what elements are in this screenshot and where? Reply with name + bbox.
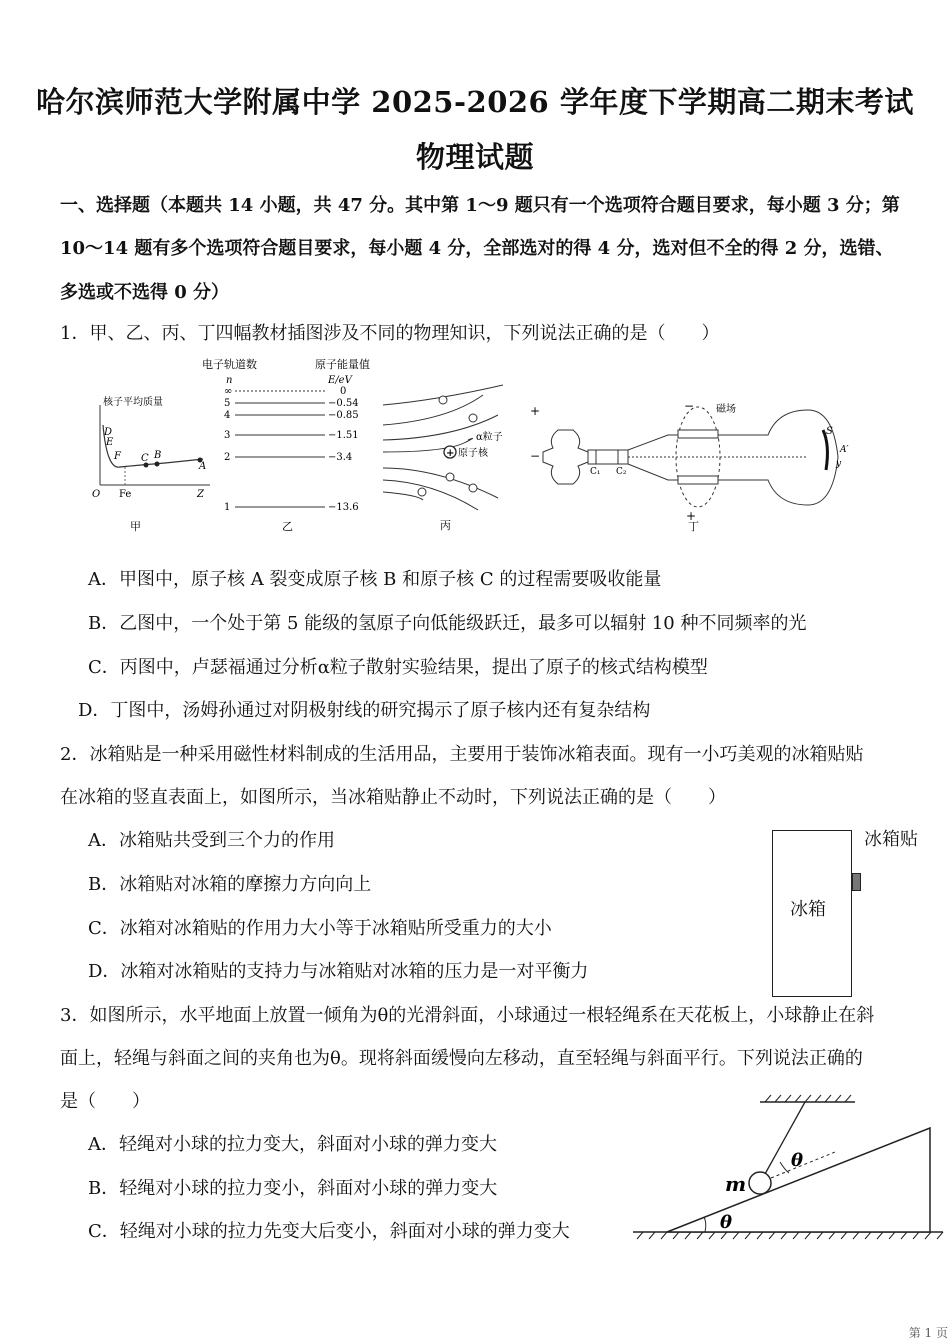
yi-n-2: 2 xyxy=(224,452,231,463)
yi-caption: 乙 xyxy=(282,520,293,533)
q3-stem-line1: 3．如图所示，水平地面上放置一倾角为θ的光滑斜面，小球通过一根轻绳系在天花板上，小球静止在斜 xyxy=(60,1005,875,1026)
yi-e-1: −13.6 xyxy=(328,502,359,513)
section-instructions-line2: 10～14 题有多个选项符合题目要求，每小题 4 分，全部选对的得 4 分，选对但不全的得 2 分，选错、 xyxy=(60,238,894,259)
q1-figure-bing xyxy=(378,380,528,535)
section-instructions-line1: 一、选择题（本题共 14 小题，共 47 分。其中第 1～9 题只有一个选项符合题目要求，每小题 3 分；第 xyxy=(60,195,900,216)
ding-s: S xyxy=(826,426,833,437)
jia-point-F: F xyxy=(114,451,121,462)
section-instructions-line3: 多选或不选得 0 分） xyxy=(60,282,230,303)
yi-n-3: 3 xyxy=(224,430,231,441)
yi-e-4: −0.85 xyxy=(328,410,359,421)
q3-angle-incline: θ xyxy=(720,1212,733,1233)
svg-text:−: − xyxy=(530,449,541,463)
yi-e-5: −0.54 xyxy=(328,398,359,409)
yi-n-4: 4 xyxy=(224,410,231,421)
q1-option-b: B．乙图中，一个处于第 5 能级的氢原子向低能级跃迁，最多可以辐射 10 种不同频率的光 xyxy=(88,613,807,634)
svg-text:+: + xyxy=(686,509,697,523)
bing-caption: 丙 xyxy=(440,519,451,532)
q2-option-a: A．冰箱贴共受到三个力的作用 xyxy=(88,830,335,851)
yi-n-5: 5 xyxy=(224,398,231,409)
q2-option-c: C．冰箱对冰箱贴的作用力大小等于冰箱贴所受重力的大小 xyxy=(88,918,552,939)
ding-caption: 丁 xyxy=(688,520,699,533)
fridge-magnet xyxy=(852,873,861,891)
magnet-label: 冰箱贴 xyxy=(864,829,918,850)
yi-n-inf: ∞ xyxy=(224,386,233,397)
jia-point-B: B xyxy=(154,450,162,461)
svg-text:−: − xyxy=(684,399,695,413)
exam-subtitle: 物理试题 xyxy=(415,140,534,174)
q2-figure xyxy=(772,825,942,1000)
q2-option-d: D．冰箱对冰箱贴的支持力与冰箱贴对冰箱的压力是一对平衡力 xyxy=(88,961,589,982)
q3-stem-line2: 面上，轻绳与斜面之间的夹角也为θ。现将斜面缓慢向左移动，直至轻绳与斜面平行。下列说法正确的 xyxy=(60,1048,863,1069)
ding-c2: C₂ xyxy=(616,467,627,477)
jia-point-C: C xyxy=(141,453,149,464)
q2-option-b: B．冰箱贴对冰箱的摩擦力方向向上 xyxy=(88,874,372,895)
q1-figure-jia xyxy=(85,395,215,535)
q3-option-a: A．轻绳对小球的拉力变大，斜面对小球的弹力变大 xyxy=(88,1134,497,1155)
yi-col1: 电子轨道数 xyxy=(202,358,257,371)
q3-figure xyxy=(625,1090,945,1250)
jia-point-D: D xyxy=(104,427,113,438)
yi-n-1: 1 xyxy=(224,502,231,513)
jia-point-E: E xyxy=(106,437,114,448)
svg-text:+: + xyxy=(530,404,541,418)
ding-y: y xyxy=(836,459,842,469)
jia-z: Z xyxy=(197,489,204,500)
q2-stem-line2: 在冰箱的竖直表面上，如图所示，当冰箱贴静止不动时，下列说法正确的是（ ） xyxy=(60,787,726,808)
q2-stem-line1: 2．冰箱贴是一种采用磁性材料制成的生活用品，主要用于装饰冰箱表面。现有一小巧美观的冰箱贴贴 xyxy=(60,744,864,765)
svg-text:+: + xyxy=(446,448,455,459)
exam-title: 哈尔滨师范大学附属中学 2025-2026 学年度下学期高二期末考试 xyxy=(36,85,914,119)
jia-ylabel: 核子平均质量 xyxy=(103,397,163,408)
ding-field-label: 磁场 xyxy=(716,404,736,415)
yi-e-inf: 0 xyxy=(340,386,347,397)
q1-option-c: C．丙图中，卢瑟福通过分析α粒子散射实验结果，提出了原子的核式结构模型 xyxy=(88,657,708,678)
page-number: 第 1 页 xyxy=(908,1326,948,1340)
jia-origin: O xyxy=(92,489,101,500)
yi-col2: 原子能量值 xyxy=(315,358,370,371)
q1-option-d: D．丁图中，汤姆孙通过对阴极射线的研究揭示了原子核内还有复杂结构 xyxy=(78,700,651,721)
bing-nucleus-label: 原子核 xyxy=(458,448,488,459)
q1-option-a: A．甲图中，原子核 A 裂变成原子核 B 和原子核 C 的过程需要吸收能量 xyxy=(88,569,662,590)
q1-figure-yi xyxy=(200,355,380,535)
q3-mass-label: m xyxy=(725,1172,747,1196)
bing-alpha-label: α粒子 xyxy=(476,432,503,443)
q3-option-c: C．轻绳对小球的拉力先变大后变小，斜面对小球的弹力变大 xyxy=(88,1221,570,1242)
jia-fe: Fe xyxy=(119,489,132,500)
q3-angle-rope: θ xyxy=(791,1150,804,1171)
ding-c1: C₁ xyxy=(590,467,601,477)
jia-caption: 甲 xyxy=(130,520,141,533)
yi-e-3: −1.51 xyxy=(328,430,359,441)
q3-stem-line3: 是（ ） xyxy=(60,1091,150,1112)
q1-stem: 1．甲、乙、丙、丁四幅教材插图涉及不同的物理知识，下列说法正确的是（ ） xyxy=(60,323,720,344)
q3-option-b: B．轻绳对小球的拉力变小，斜面对小球的弹力变大 xyxy=(88,1178,498,1199)
q1-figure-ding xyxy=(528,390,858,535)
yi-e-2: −3.4 xyxy=(328,452,353,463)
yi-n-label: n xyxy=(226,375,233,386)
fridge-label: 冰箱 xyxy=(790,899,826,920)
yi-e-label: E/eV xyxy=(328,375,352,386)
ding-a-prime: A′ xyxy=(840,445,849,455)
jia-point-A: A xyxy=(199,461,207,472)
